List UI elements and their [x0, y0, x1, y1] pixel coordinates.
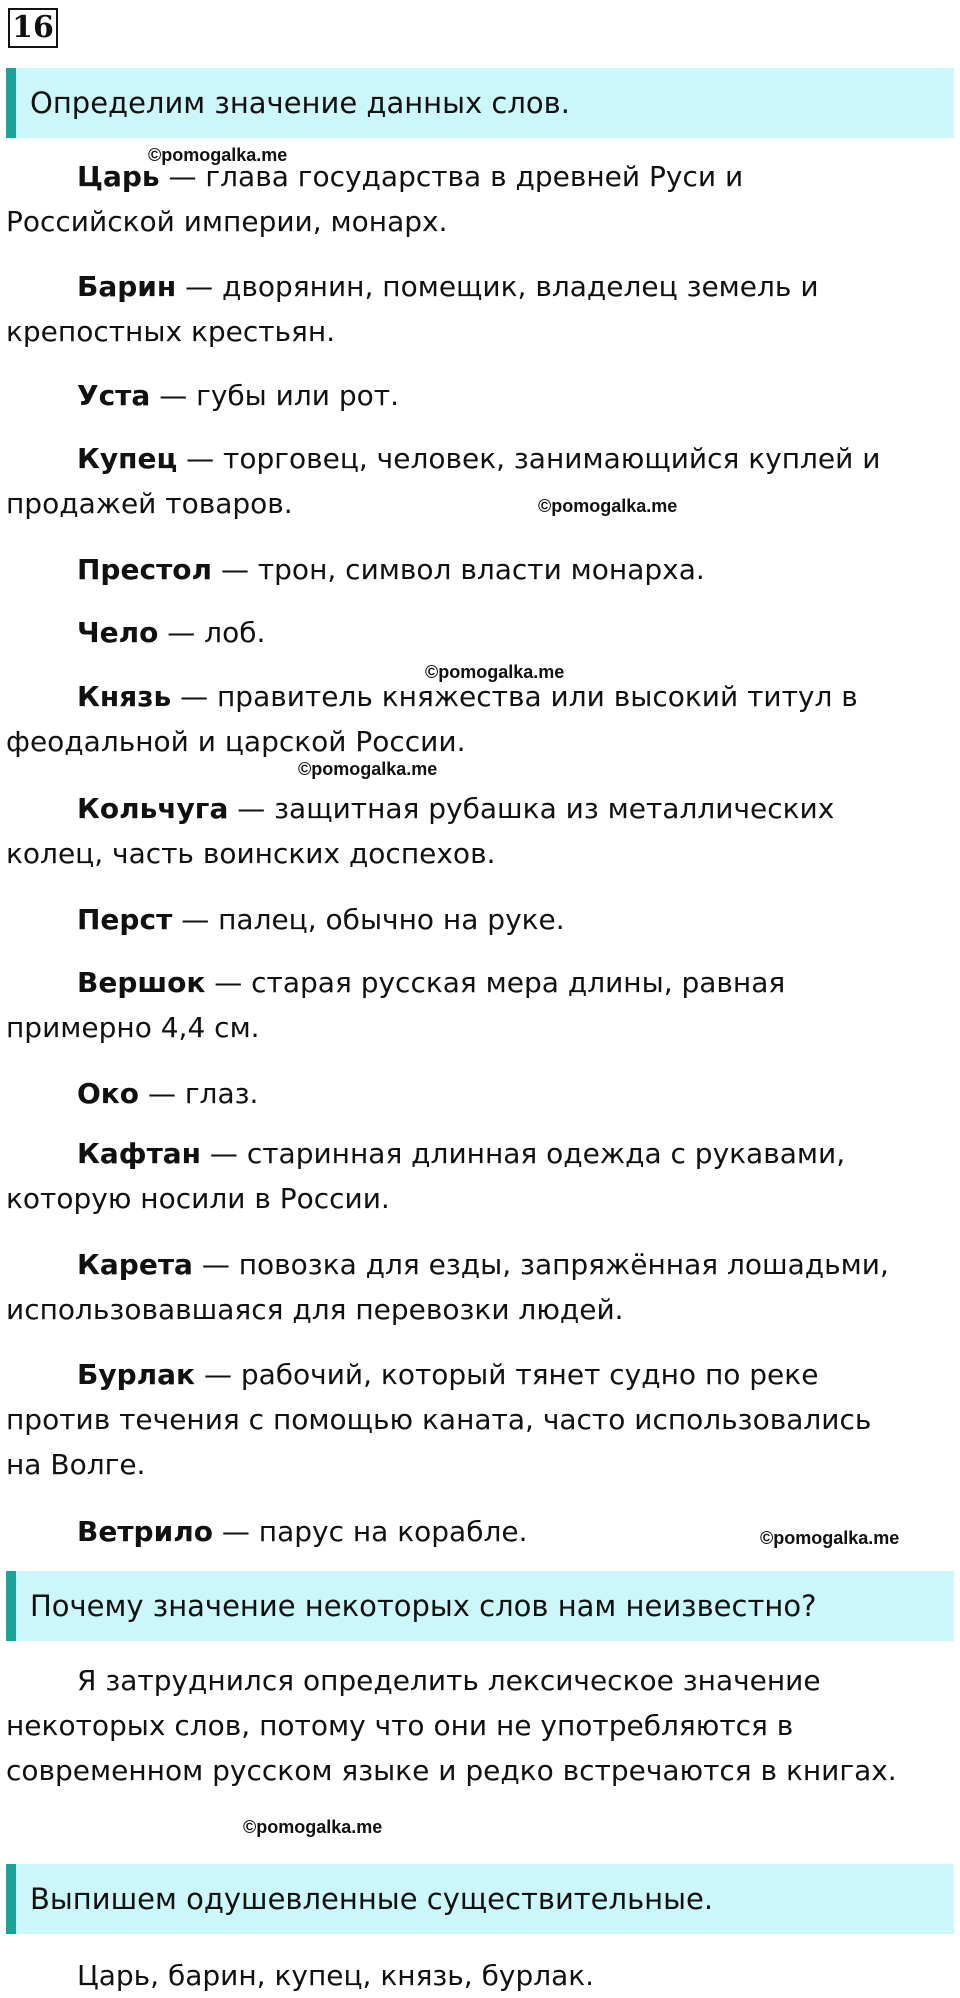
watermark: ©pomogalka.me: [538, 496, 678, 516]
definition-text: — торговец, человек, занимающийся куплей и продажей товаров.: [6, 442, 881, 520]
term: Барин: [77, 270, 177, 303]
definition-text: — палец, обычно на руке.: [172, 903, 565, 936]
term: Купец: [77, 442, 178, 475]
watermark: ©pomogalka.me: [425, 662, 565, 682]
term: Царь: [77, 160, 160, 193]
definition-text: — глава государства в древней Руси и Российской империи, монарх.: [6, 160, 744, 238]
definition-text: — глаз.: [139, 1077, 259, 1110]
watermark: ©pomogalka.me: [148, 145, 288, 165]
definition-prestol: [6, 547, 906, 592]
term: Вершок: [77, 966, 206, 999]
watermark: ©pomogalka.me: [298, 759, 438, 779]
definition-text: — правитель княжества или высокий титул в феодальной и царской России.: [6, 680, 858, 758]
definition-text: — парус на корабле.: [212, 1515, 528, 1548]
term: Бурлак: [77, 1358, 196, 1391]
definition-kareta: [6, 1242, 906, 1332]
heading-why-unknown: Почему значение некоторых слов нам неизвестно?: [6, 1571, 954, 1641]
definition-perst: [6, 897, 906, 942]
heading-define-words: Определим значение данных слов.: [6, 68, 954, 138]
definition-kaftan: [6, 1131, 906, 1221]
definition-text: — дворянин, помещик, владелец земель и крепостных крестьян.: [6, 270, 819, 348]
term: Чело: [77, 616, 159, 649]
definition-text: — старая русская мера длины, равная примерно 4,4 см.: [6, 966, 786, 1044]
heading-animate-nouns: Выпишем одушевленные существительные.: [6, 1864, 954, 1934]
term: Ветрило: [77, 1515, 213, 1548]
definition-text: — губы или рот.: [150, 379, 399, 412]
definition-usta: [6, 373, 906, 418]
definition-tsar: [6, 154, 906, 244]
term: Князь: [77, 680, 172, 713]
definition-text: — защитная рубашка из металлических колец, часть воинских доспехов.: [6, 792, 835, 870]
definition-kolchuga: [6, 786, 906, 876]
definition-knyaz: [6, 674, 906, 764]
term: Престол: [77, 553, 213, 586]
term: Око: [77, 1077, 140, 1110]
definition-barin: [6, 264, 906, 354]
animate-nouns-list: Царь, барин, купец, князь, бурлак.: [77, 1959, 595, 1992]
definition-chelo: [6, 610, 906, 655]
definition-oko: [6, 1071, 906, 1116]
term: Перст: [77, 903, 173, 936]
task-number-badge: 16: [8, 8, 58, 48]
term: Карета: [77, 1248, 193, 1281]
term: Кафтан: [77, 1137, 202, 1170]
definition-kupets: [6, 436, 906, 526]
watermark: ©pomogalka.me: [760, 1528, 900, 1548]
definition-text: — трон, символ власти монарха.: [212, 553, 705, 586]
definition-text: — лоб.: [158, 616, 266, 649]
answer-paragraph: Я затруднился определить лексическое значение некоторых слов, потому что они не употребляются в современном русском языке и редко встречаются в книгах.: [6, 1664, 897, 1787]
definition-text: — старинная длинная одежда с рукавами, которую носили в России.: [6, 1137, 846, 1215]
definition-burlak: [6, 1352, 906, 1487]
definition-text: — повозка для езды, запряжённая лошадьми, использовавшаяся для перевозки людей.: [6, 1248, 889, 1326]
term: Кольчуга: [77, 792, 229, 825]
term: Уста: [77, 379, 151, 412]
definition-vershok: [6, 960, 906, 1050]
definition-text: — рабочий, который тянет судно по реке против течения с помощью каната, часто использовались на Волге.: [6, 1358, 872, 1481]
watermark: ©pomogalka.me: [243, 1817, 383, 1837]
